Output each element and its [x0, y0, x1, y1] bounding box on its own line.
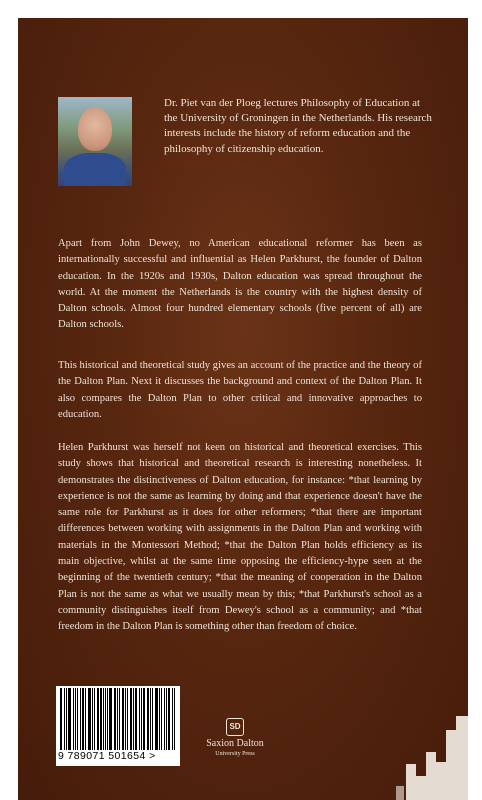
barcode-bar [152, 688, 153, 750]
barcode-bar [164, 688, 165, 750]
barcode-bar [73, 688, 74, 750]
barcode-bar [75, 688, 77, 750]
barcode-bar [174, 688, 175, 750]
barcode-bar [166, 688, 167, 750]
barcode-bar [85, 688, 86, 750]
barcode-bar [60, 688, 62, 750]
barcode-bar [127, 688, 128, 750]
barcode-bar [168, 688, 170, 750]
corner-stairs-icon [396, 706, 468, 800]
barcode-bar [117, 688, 118, 750]
author-face [78, 107, 112, 151]
barcode-bar [147, 688, 149, 750]
isbn-number: 9 789071 501654 > [58, 750, 156, 762]
blurb-paragraph-1: Apart from John Dewey, no American educational reformer has been as internationally successful and influential as Helen Parkhurst, the founder of Dalton education. In the 1920s and 1930s, Dalton education was spread throughout the world. At the moment the Netherlands is the country with the highest density of Dalton schools. Almost four hundred elementary schools (five percent of all) are Dalton schools. [58, 238, 422, 331]
barcode-bars [60, 688, 176, 750]
barcode-bar [82, 688, 84, 750]
barcode-bar [159, 688, 160, 750]
publisher-logo [202, 718, 268, 758]
barcode-bar [135, 688, 137, 750]
barcode-bar [125, 688, 126, 750]
barcode-bar [64, 688, 65, 750]
barcode-bar [80, 688, 81, 750]
barcode-bar [130, 688, 133, 750]
barcode-bar [109, 688, 112, 750]
barcode-bar [114, 688, 116, 750]
publisher-name: Saxion Dalton [206, 738, 264, 749]
publisher-subtitle: University Press [215, 751, 255, 757]
publisher-icon: SD [226, 718, 244, 736]
isbn-barcode [56, 686, 180, 766]
barcode-bar [161, 688, 163, 750]
barcode-bar [66, 688, 67, 750]
barcode-bar [103, 688, 104, 750]
author-photo [58, 97, 132, 186]
barcode-bar [107, 688, 108, 750]
back-cover [18, 18, 468, 800]
barcode-bar [92, 688, 93, 750]
author-shirt [64, 153, 126, 186]
barcode-bar [155, 688, 158, 750]
barcode-bar [100, 688, 102, 750]
barcode-bar [150, 688, 151, 750]
barcode-bar [141, 688, 142, 750]
barcode-bar [139, 688, 140, 750]
barcode-bar [133, 688, 134, 750]
barcode-bar [105, 688, 106, 750]
barcode-bar [97, 688, 99, 750]
barcode-bar [172, 688, 173, 750]
barcode-bar [119, 688, 120, 750]
barcode-bar [94, 688, 95, 750]
barcode-bar [77, 688, 78, 750]
barcode-bar [68, 688, 71, 750]
blurb-paragraph-3: Helen Parkhurst was herself not keen on historical and theoretical exercises. This study shows that historical and theoretical research is interesting nonetheless. It demonstrates the distinctiveness of Dalton education, for instance: *that learning by experience is not the same as learning by doing and that experience doesn't have the same role for Parkhurst as it does for other reformers; *that there are important differences between working with assignments in the Dalton Plan and working with materials in the Montessori Method; *that the Dalton Plan holds efficiency as its main objective, whilst at the same time opposing the efficiency-hype seen at the beginning of the twentieth century; *that the meaning of cooperation in the Dalton Plan is not the same as what we usually mean by this; *that Parkhurst's school as a community distinguishes itself from Dewey's school as a community; and *that freedom in the Dalton Plan is something other than freedom of choice. [58, 442, 422, 633]
barcode-bar [122, 688, 124, 750]
blurb-paragraph-2: This historical and theoretical study gives an account of the practice and the theory of the Dalton Plan. Next it discusses the background and context of the Dalton Plan. It also compares the Dalton Plan to other critical and innovative approaches to education. [58, 360, 422, 420]
author-bio: Dr. Piet van der Ploeg lectures Philosophy of Education at the University of Groningen in the Netherlands. His research interests include the history of reform education and the philosophy of citizenship education. [164, 97, 432, 155]
barcode-bar [143, 688, 145, 750]
barcode-bar [88, 688, 91, 750]
